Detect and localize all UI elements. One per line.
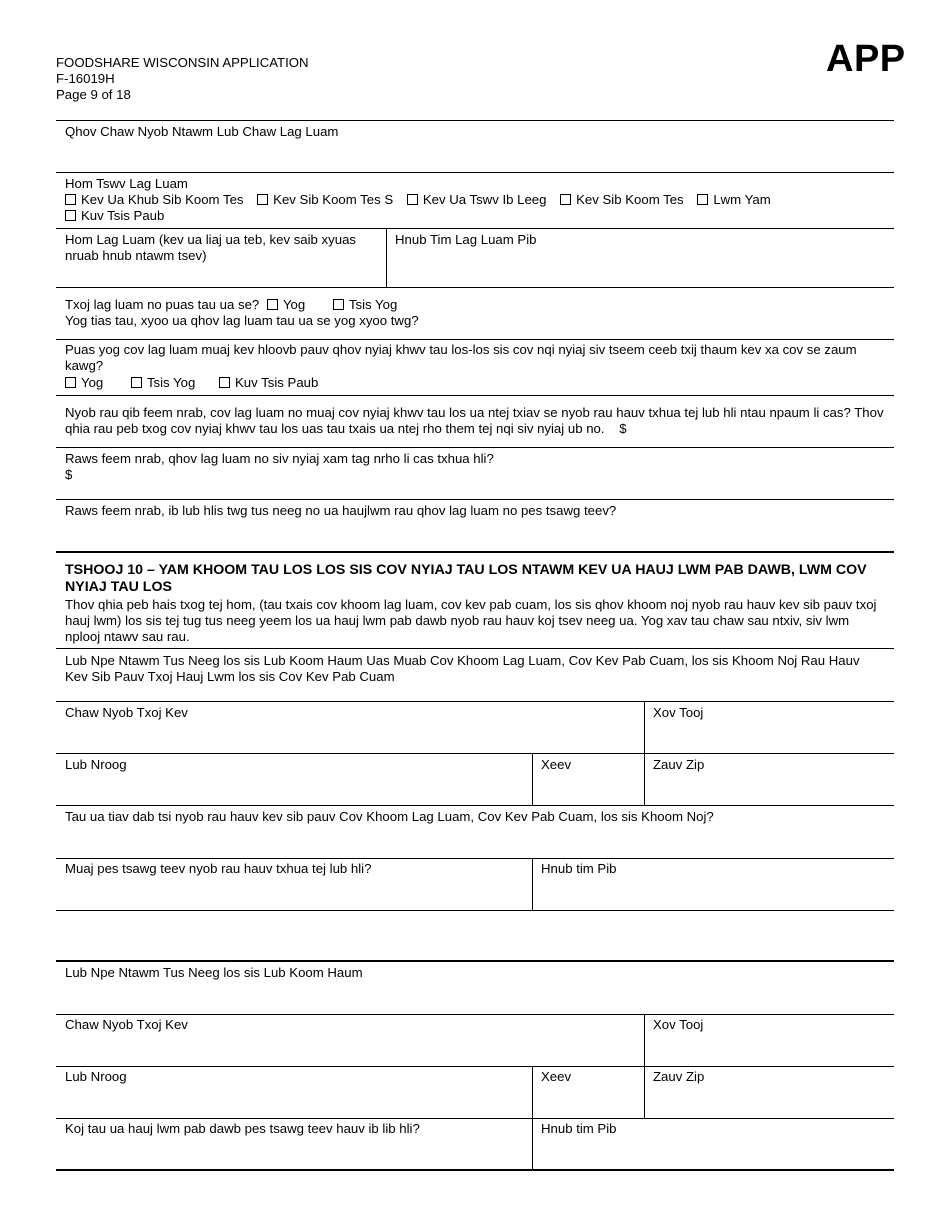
option-dont-know[interactable]: Kuv Tsis Paub bbox=[65, 208, 164, 224]
section-10-intro: Thov qhia peb hais txog tej hom, (tau txais cov khoom lag luam, cov kev pab cuam, los sis qhov khoom noj nyob rau hauv kev sib pauv txoj hauj lwm) los sis tej tug tus neeg yeem los ua hauj lwm pab dawb nyob rau hauv koj tsev neeg ua. Yog xav tau chaw sau ntxiv, siv lwm nplooj ntawv sau rau. bbox=[65, 597, 877, 644]
bottom-divider bbox=[56, 1169, 894, 1171]
block2-city-label: Lub Nroog bbox=[65, 1069, 127, 1084]
income-dollar: $ bbox=[619, 421, 627, 436]
block1-start-label: Hnub tim Pib bbox=[541, 861, 617, 876]
column-divider bbox=[532, 1118, 533, 1170]
divider bbox=[56, 910, 894, 911]
divider bbox=[56, 228, 894, 229]
block2-start-label: Hnub tim Pib bbox=[541, 1121, 617, 1136]
checkbox[interactable] bbox=[65, 194, 76, 205]
business-start-date-label: Hnub Tim Lag Luam Pib bbox=[395, 232, 537, 247]
option-corporation[interactable]: Kev Sib Koom Tes bbox=[560, 192, 684, 207]
divider bbox=[56, 648, 894, 649]
block1-what-question: Tau ua tiav dab tsi nyob rau hauv kev sib pauv Cov Khoom Lag Luam, Cov Kev Pab Cuam, los sis Khoom Noj? bbox=[65, 809, 714, 824]
column-divider bbox=[532, 753, 533, 805]
expense-question: Raws feem nrab, qhov lag luam no siv nyiaj xam tag nrho li cas txhua hli? bbox=[65, 451, 494, 466]
divider bbox=[56, 858, 894, 859]
option-partnership[interactable]: Kev Ua Khub Sib Koom Tes bbox=[65, 192, 244, 207]
form-title: FOODSHARE WISCONSIN APPLICATION bbox=[56, 55, 309, 70]
divider bbox=[56, 395, 894, 396]
checkbox[interactable] bbox=[267, 299, 278, 310]
business-type-label: Hom Tswv Lag Luam bbox=[65, 176, 188, 191]
block1-city-label: Lub Nroog bbox=[65, 757, 127, 772]
checkbox[interactable] bbox=[131, 377, 142, 388]
option-other[interactable]: Lwm Yam bbox=[697, 192, 770, 207]
cost-change-options bbox=[65, 375, 318, 391]
business-kind-label: Hom Lag Luam (kev ua liaj ua teb, kev saib xyuas nruab hnub ntawm tsev) bbox=[65, 232, 357, 263]
block1-state-label: Xeev bbox=[541, 757, 572, 772]
divider bbox=[56, 287, 894, 288]
option-sole-proprietor[interactable]: Kev Ua Tswv Ib Leeg bbox=[407, 192, 547, 207]
block2-name-label: Lub Npe Ntawm Tus Neeg los sis Lub Koom Haum bbox=[65, 965, 363, 980]
checkbox[interactable] bbox=[65, 210, 76, 221]
cost-no[interactable]: Tsis Yog bbox=[131, 375, 195, 390]
column-divider bbox=[532, 858, 533, 910]
option-s-corp[interactable]: Kev Sib Koom Tes S bbox=[257, 192, 393, 207]
checkbox[interactable] bbox=[65, 377, 76, 388]
block1-hours-question: Muaj pes tsawg teev nyob rau hauv txhua tej lub hli? bbox=[65, 861, 372, 876]
section-divider bbox=[56, 551, 894, 553]
taxes-followup: Yog tias tau, xyoo ua qhov lag luam tau ua se yog xyoo twg? bbox=[65, 313, 419, 328]
block1-street-label: Chaw Nyob Txoj Kev bbox=[65, 705, 188, 720]
form-id: F-16019H bbox=[56, 71, 115, 86]
divider bbox=[56, 120, 894, 121]
business-type-options bbox=[65, 192, 771, 208]
expense-dollar: $ bbox=[65, 467, 73, 482]
block2-state-label: Xeev bbox=[541, 1069, 572, 1084]
block1-phone-label: Xov Tooj bbox=[653, 705, 704, 720]
taxes-yes[interactable]: Yog bbox=[267, 297, 305, 312]
divider bbox=[56, 805, 894, 806]
section-10-title: TSHOOJ 10 – YAM KHOOM TAU LOS LOS SIS COV NYIAJ TAU LOS NTAWM KEV UA HAUJ LWM PAB DAWB, LWM COV NYIAJ TAU LOS bbox=[65, 562, 867, 595]
divider bbox=[56, 1066, 894, 1067]
business-address-label: Qhov Chaw Nyob Ntawm Lub Chaw Lag Luam bbox=[65, 124, 339, 139]
block2-hours-question: Koj tau ua hauj lwm pab dawb pes tsawg teev hauv ib lib hli? bbox=[65, 1121, 420, 1136]
divider bbox=[56, 701, 894, 702]
hours-question: Raws feem nrab, ib lub hlis twg tus neeg no ua haujlwm rau qhov lag luam no pes tsawg teev? bbox=[65, 503, 617, 518]
block1-zip-label: Zauv Zip bbox=[653, 757, 705, 772]
divider bbox=[56, 447, 894, 448]
cost-dont-know[interactable]: Kuv Tsis Paub bbox=[219, 375, 318, 390]
app-badge: APP bbox=[826, 38, 906, 80]
divider bbox=[56, 1014, 894, 1015]
checkbox[interactable] bbox=[219, 377, 230, 388]
checkbox[interactable] bbox=[257, 194, 268, 205]
block2-phone-label: Xov Tooj bbox=[653, 1017, 704, 1032]
cost-change-question: Puas yog cov lag luam muaj kev hloovb pauv qhov nyiaj khwv tau los-los sis cov nqi nyiaj siv tseem ceeb txij thaum kev xa cov se zaum kawg? bbox=[65, 342, 857, 373]
divider bbox=[56, 339, 894, 340]
cost-yes[interactable]: Yog bbox=[65, 375, 103, 390]
block-divider bbox=[56, 960, 894, 962]
divider bbox=[56, 1118, 894, 1119]
divider bbox=[56, 172, 894, 173]
checkbox[interactable] bbox=[560, 194, 571, 205]
checkbox[interactable] bbox=[333, 299, 344, 310]
divider bbox=[56, 753, 894, 754]
checkbox[interactable] bbox=[697, 194, 708, 205]
column-divider bbox=[386, 228, 387, 287]
form-header bbox=[56, 55, 309, 103]
block2-zip-label: Zauv Zip bbox=[653, 1069, 705, 1084]
checkbox[interactable] bbox=[407, 194, 418, 205]
taxes-no[interactable]: Tsis Yog bbox=[333, 297, 397, 312]
column-divider bbox=[532, 1066, 533, 1118]
block2-street-label: Chaw Nyob Txoj Kev bbox=[65, 1017, 188, 1032]
page-number: Page 9 of 18 bbox=[56, 87, 131, 102]
income-question: Nyob rau qib feem nrab, cov lag luam no muaj cov nyiaj khwv tau los ua ntej txiav se nyob rau hauv txhua tej lub hli ntau npaum li cas? Thov qhia rau peb txog cov nyiaj khwv tau los uas tau txais ua ntej rho them tej nqi siv nyiaj ub no. $ bbox=[65, 405, 884, 436]
divider bbox=[56, 499, 894, 500]
taxes-question: Txoj lag luam no puas tau ua se? Yog Tsis Yog bbox=[65, 297, 398, 312]
block1-name-label: Lub Npe Ntawm Tus Neeg los sis Lub Koom Haum Uas Muab Cov Khoom Lag Luam, Cov Kev Pab Cuam, los sis Khoom Noj Rau Hauv Kev Sib Pauv Txoj Hauj Lwm los sis Cov Kev Pab Cuam bbox=[65, 653, 860, 684]
